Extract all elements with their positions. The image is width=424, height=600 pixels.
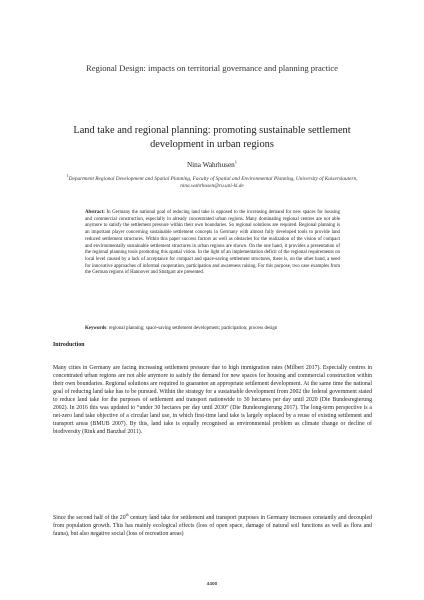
series-title: Regional Design: impacts on territorial governance and planning practice xyxy=(86,63,338,73)
keywords xyxy=(85,326,340,333)
abstract-text: In Germany the national goal of reducing land take is opposed to the increasing demand for new spaces for housing and commercial construction, especially in already concentrated urban regions. Many dominating regional centres are not able anymore to satisfy the settlement pressure within their own boundaries. So regional solutions are required. Regional planning is an important player concerning sustainable settlement concepts in Germany with almost fully developed tools to provide land reduced settlement structures. Within this paper success factors as well as obstacles for the realization of the vision of compact and environmentally sustainable settlement structures in urban regions are shown. On the one hand, it provides a presentation of the regional planning tools promoting this spatial vision. In the light of an implementation deficit of the regional requirements on local level caused by a lack of acceptance for compact and space-saving settlement structures, there is, on the other hand, a need for innovative approaches of informal cooperation, participation and awareness raising. For this purpose, two case examples from the German regions of Hannover and Stuttgart are presented. xyxy=(85,210,340,276)
author-line xyxy=(60,161,364,170)
abstract xyxy=(85,210,340,277)
author-name: Nina Wahrhusen xyxy=(186,161,235,169)
keywords-label: Keywords xyxy=(85,326,107,331)
intro-paragraph-1: Many cities in Germany are facing increasing settlement pressure due to high immigration rates (Milbert 2017). Especially centres in concentrated urban regions are not able anymore to satisfy the demand for new spaces for housing and commercial construction within their own boundaries. Regional solutions are required to guarantee an appropriate settlement development. At the same time the national goal of reducing land take has to be pursued. Within the strategy for a sustainable development from 2002 the federal government stated to reduce land take for the purposes of settlement and transport nationwide to 30 hectares per day until 2020 (Die Bundesregierung 2002). In 2016 this was updated to “under 30 hectares per day until 2030” (Die Bundesregierung 2017). The long-term perspective is a net-zero land take objective of a circular land use, in which first-time land take is largely replaced by a reuse of existing settlement and transport areas (BMUB 2007). By this, land take is equally recognised as environmental problem as climate change or decline of biodiversity (Rink and Banzhaf 2011). xyxy=(53,365,372,436)
intro-paragraph-2-rest: century land take for settlement and transport purposes in Germany increases constantly and decoupled from population growth. This has mainly ecological effects (loss of open space, damage of natural soil functions as well as flora and fauna), but also negative social (loss of recreation areas) xyxy=(53,515,372,538)
section-heading-introduction: Introduction xyxy=(53,342,85,348)
abstract-label: Abstract: xyxy=(85,210,105,215)
affiliation-marker: 1 xyxy=(66,173,69,179)
affiliation xyxy=(60,173,364,190)
page-number: 4400 xyxy=(206,582,218,587)
author-marker: 1 xyxy=(234,159,238,165)
intro-paragraph-2-sup: th xyxy=(125,513,129,518)
affiliation-text: Department Regional Development and Spatial Planning, Faculty of Spatial and Environmental Planning, University of Kaiserslautern, nina.wahrhusen@ru.uni-kl.de xyxy=(68,176,358,189)
paper-title: Land take and regional planning: promoting sustainable settlement development in urban regions xyxy=(73,125,351,150)
intro-paragraph-2-start: Since the second half of the 20 xyxy=(53,515,126,521)
intro-paragraph-2 xyxy=(53,514,372,538)
keywords-text: : regional planning; space-saving settlement development; participation; process design xyxy=(106,326,278,331)
